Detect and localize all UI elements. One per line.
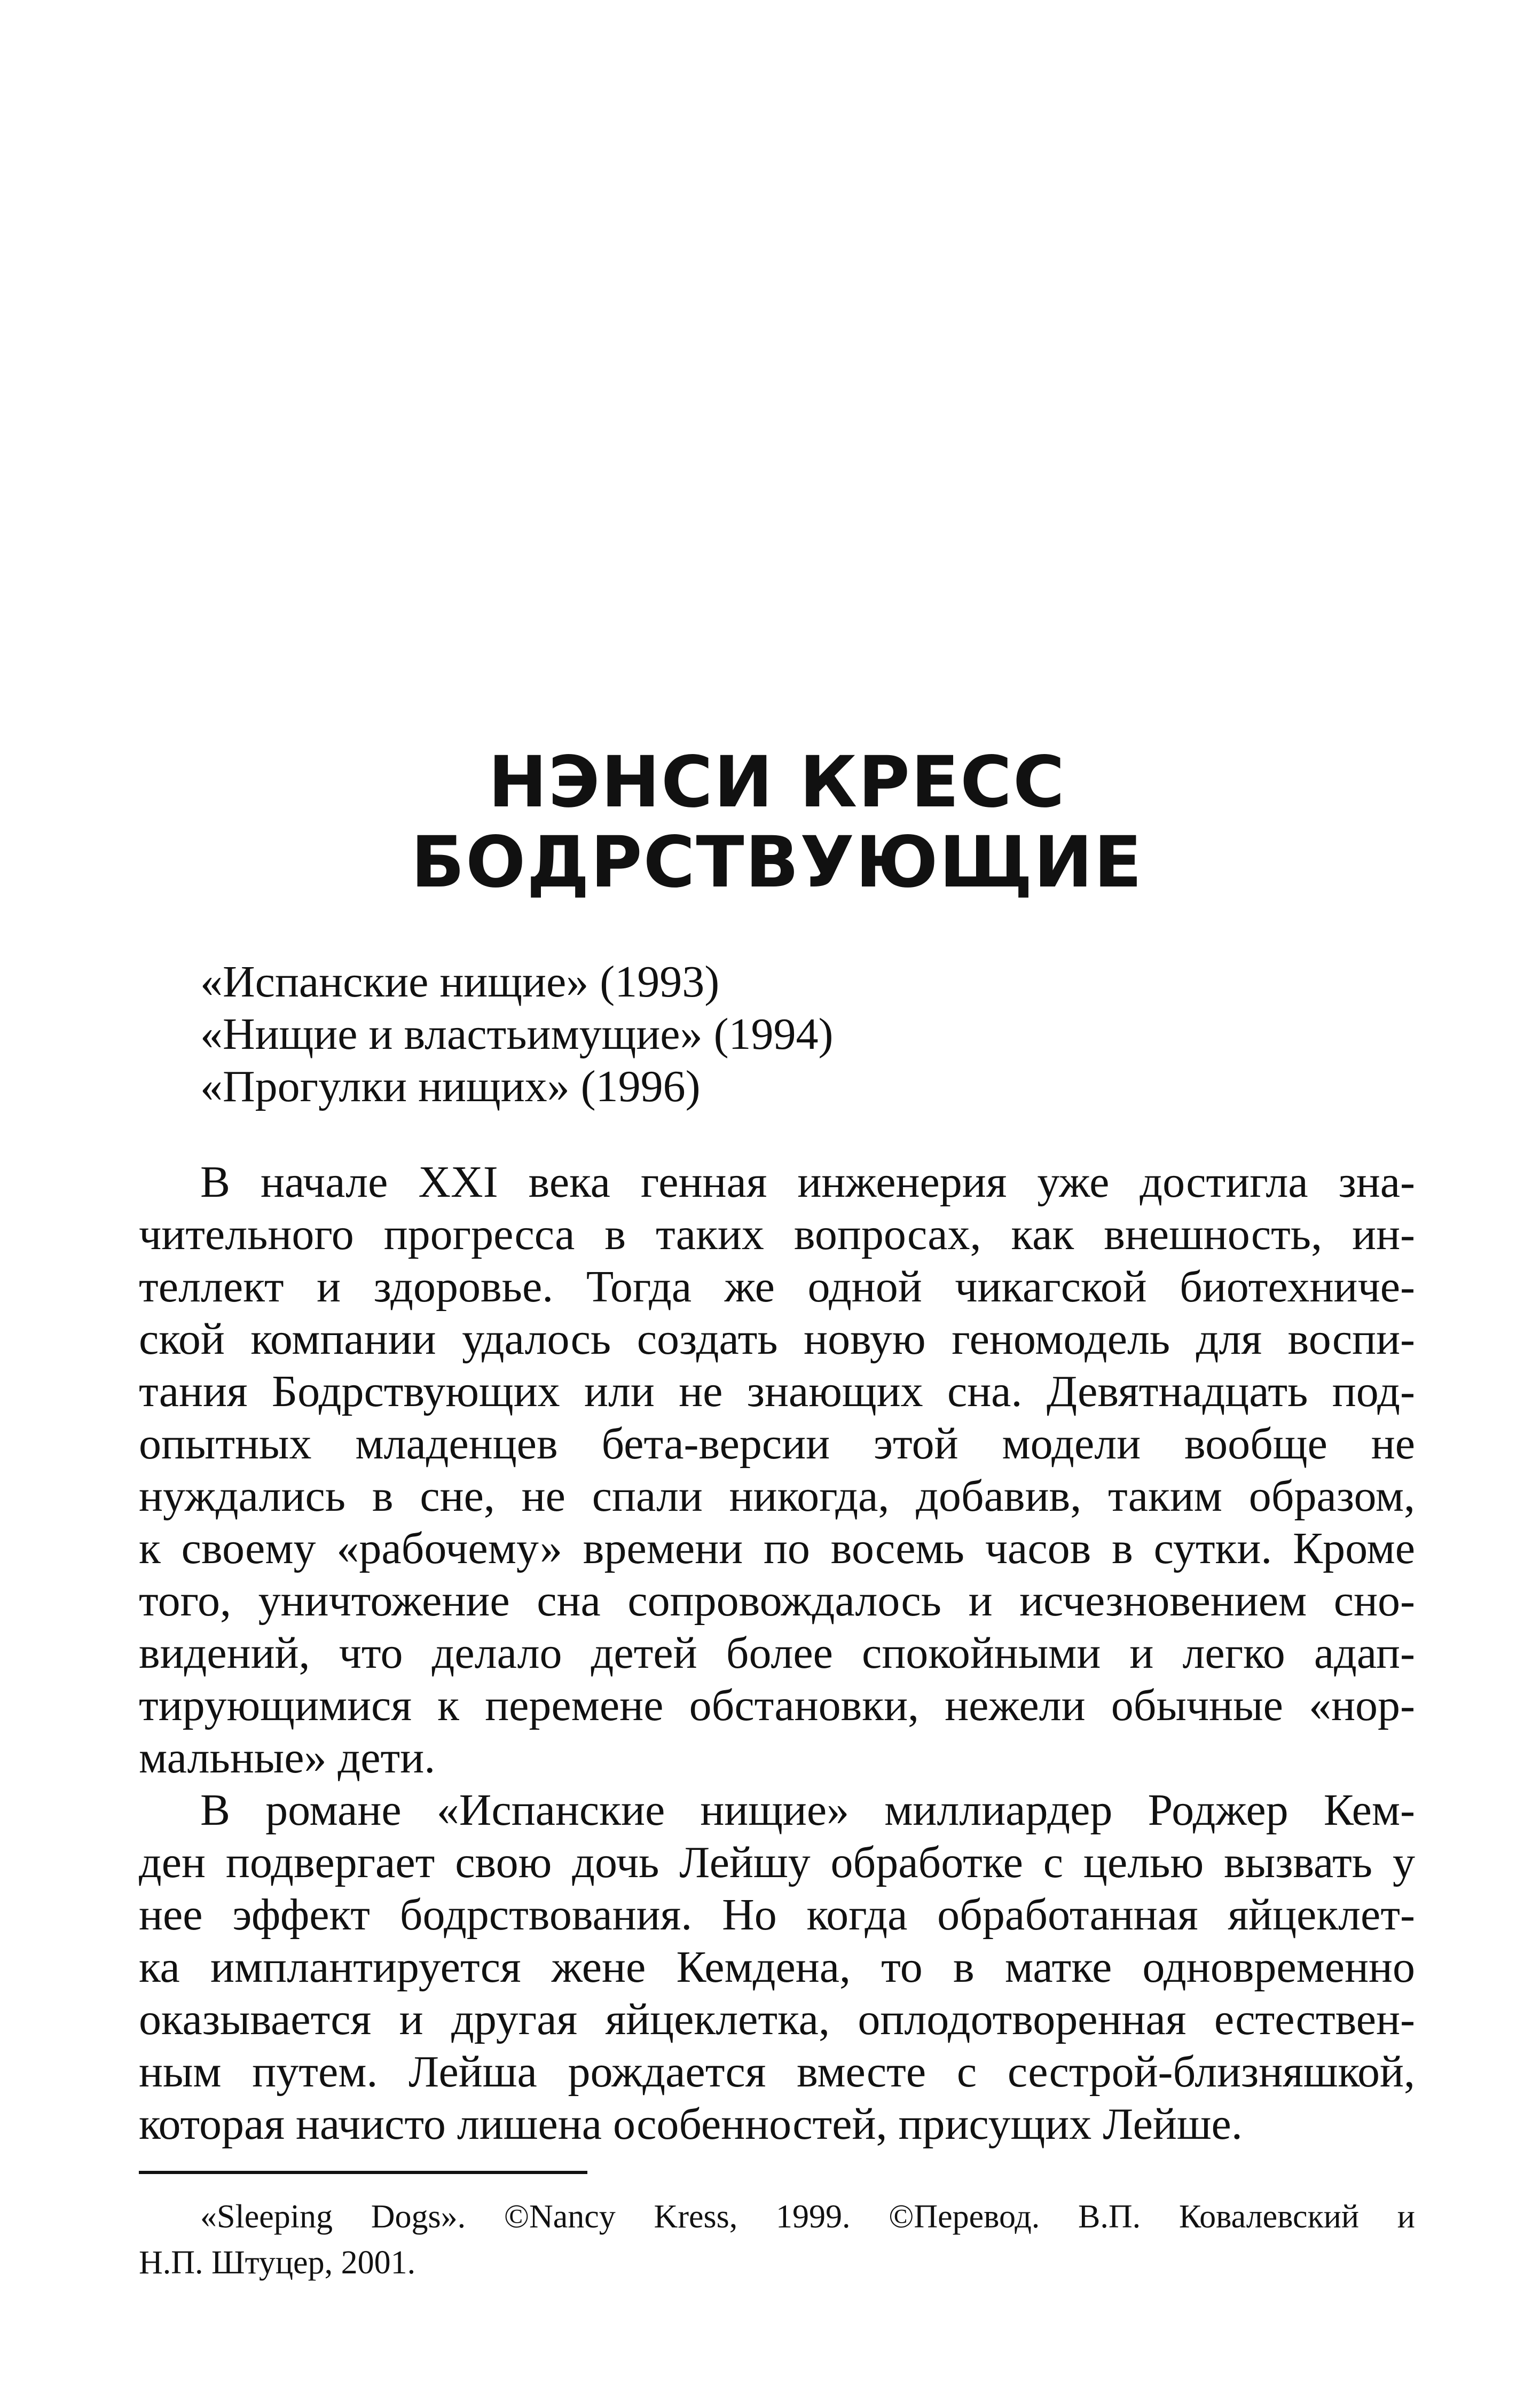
text-line: теллект и здоровье. Тогда же одной чикагской биотехниче- [139,1262,1415,1312]
footnote-divider [139,2171,587,2174]
text-line: оказывается и другая яйцеклетка, оплодотворенная естествен- [139,1995,1415,2044]
text-line: ден подвергает свою дочь Лейшу обработке с целью вызвать у [139,1838,1415,1887]
text-line: тания Бодрствующих или не знающих сна. Девятнадцать под- [139,1367,1415,1416]
novel-list [200,956,834,1113]
paragraph-1 [139,1156,1415,1784]
novel-item: «Прогулки нищих» (1996) [200,1062,701,1111]
text-line: опытных младенцев бета-версии этой модели вообще не [139,1419,1415,1469]
body-text [139,1156,1415,2151]
text-line: чительного прогресса в таких вопросах, как внешность, ин- [139,1210,1415,1259]
footnote [139,2194,1415,2286]
text-line: ка имплантируется жене Кемдена, то в матке одновременно [139,1942,1415,1992]
novel-item: «Нищие и властьимущие» (1994) [200,1009,834,1059]
text-line: нуждались в сне, не спали никогда, добавив, таким образом, [139,1471,1415,1521]
text-line: ской компании удалось создать новую геномодель для воспи- [139,1314,1415,1364]
text-line: к своему «рабочему» времени по восемь часов в сутки. Кроме [139,1524,1415,1573]
text-line: В романе «Испанские нищие» миллиардер Роджер Кем- [200,1785,1415,1835]
book-page [139,0,1415,2401]
text-line: В начале XXI века генная инженерия уже достигла зна- [200,1157,1415,1207]
text-line: тирующимися к перемене обстановки, нежели обычные «нор- [139,1681,1415,1730]
text-line: видений, что делало детей более спокойными и легко адап- [139,1628,1415,1678]
footnote-line: Н.П. Штуцер, 2001. [139,2245,416,2281]
text-line: ным путем. Лейша рождается вместе с сестрой-близняшкой, [139,2047,1415,2097]
section-title: БОДРСТВУЮЩИЕ [411,821,1143,904]
paragraph-2 [139,1784,1415,2151]
footnote-line: «Sleeping Dogs». ©Nancy Kress, 1999. ©Перевод. В.П. Ковалевский и [200,2199,1415,2235]
text-line: того, уничтожение сна сопровождалось и исчезновением сно- [139,1576,1415,1626]
text-line: которая начисто лишена особенностей, присущих Лейше. [139,2099,1243,2149]
novel-item: «Испанские нищие» (1993) [200,957,720,1007]
text-line: нее эффект бодрствования. Но когда обработанная яйцеклет- [139,1890,1415,1940]
text-line: мальные» дети. [139,1733,436,1783]
author-heading: НЭНСИ КРЕСС [488,741,1066,823]
